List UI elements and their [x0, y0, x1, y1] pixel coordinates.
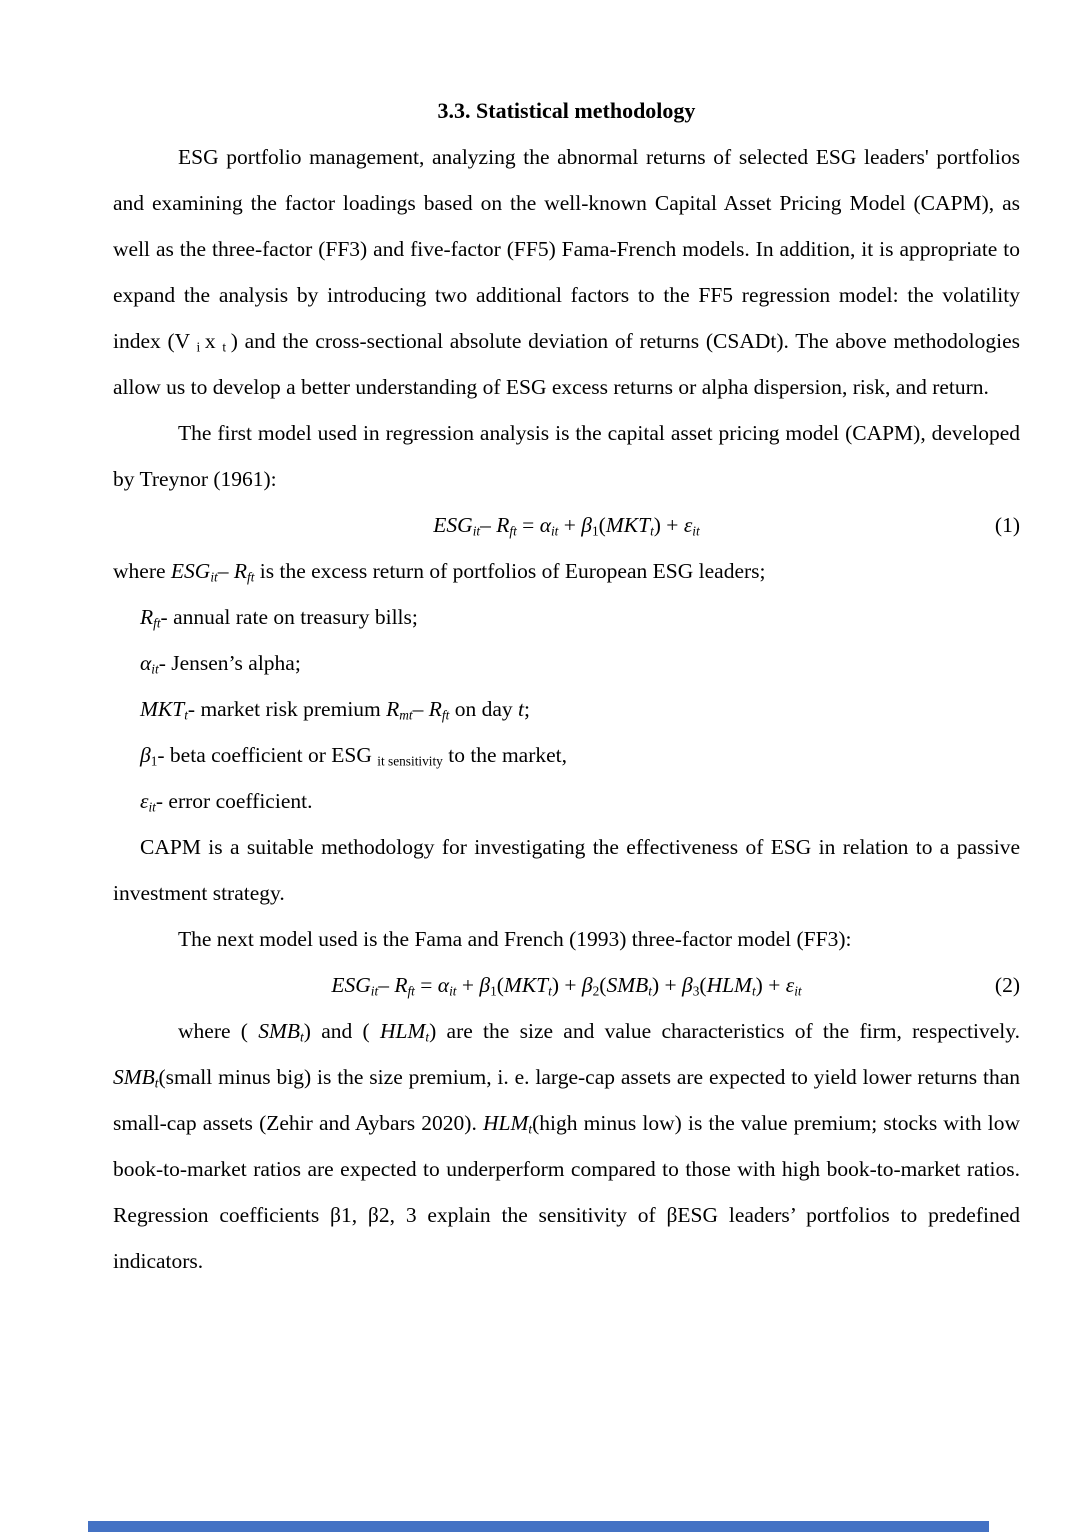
equation-1 — [113, 502, 1020, 548]
paragraph-ff3-explanation: where ( $SMB_t$) and ( $HLM_t$) are the size and value characteristics of the firm, respectively. $SMB_t(small$ minus big) is the size premium, i. e. large-cap assets are expected to yield lower returns than small-cap assets (Zehir and Aybars 2020). $HLM_t(high$ minus low) is the value premium; stocks with low book-to-market ratios are expected to underperform compared to those with high book-to-market ratios. Regression coefficients β1, β2, 3 explain the sensitivity of βESG leaders’ portfolios to predefined indicators. — [113, 1019, 1020, 1273]
paragraph-esg-intro: ESG portfolio management, analyzing the abnormal returns of selected ESG leaders' portfolios and examining the factor loadings based on the well-known Capital Asset Pricing Model (CAPM), as well as the three-factor (FF3) and five-factor (FF5) Fama-French models. In addition, it is appropriate to expand the analysis by introducing two additional factors to the FF5 regression model: the volatility index (V $_i$ x $_t$ ) and the cross-sectional absolute deviation of returns (CSADt). The above methodologies allow us to develop a better understanding of ESG excess returns or alpha dispersion, risk, and return. — [113, 145, 1020, 399]
definition-rft: $R_{ft}-$ annual rate on treasury bills; — [140, 605, 418, 631]
definition-beta: $\beta_1-$ beta coefficient or ESG $_{it sensitivity}$ to the market, — [140, 743, 568, 769]
definition-alpha: $\alpha_{it}-$ Jensen’s alpha; — [140, 651, 301, 677]
section-heading: 3.3. Statistical methodology — [437, 98, 696, 123]
equation-2-formula: $ESG_{it}-$ $R_{ft} = \alpha_{it} + \beta_1(MKT_t) + \beta_2(SMB_t) + \beta_3(HLM_t) + \varepsilon_{it}$ — [331, 973, 802, 999]
equation-1-number: (1) — [994, 513, 1020, 537]
paragraph-where-excess-return: where $ESG_{it}-$ $R_{ft}$ is the excess return of portfolios of European ESG leaders; — [113, 559, 766, 585]
paragraph-next-model: The next model used is the Fama and French (1993) three-factor model (FF3): — [178, 927, 852, 951]
selection-highlight-bar — [88, 1521, 989, 1532]
paragraph-capm-suitable: CAPM is a suitable methodology for investigating the effectiveness of ESG in relation to a passive investment strategy. — [113, 835, 1020, 905]
equation-2 — [113, 962, 1020, 1008]
equation-2-number: (2) — [994, 973, 1020, 997]
definition-mkt: $MKT_t-$ market risk premium $R_{mt}-$ $R_{ft}$ on day t; — [140, 697, 530, 723]
definition-epsilon: $\varepsilon_{it}-$ error coefficient. — [140, 789, 313, 815]
equation-1-formula: $ESG_{it}-$ $R_{ft} = \alpha_{it} + \beta_1(MKT_t) + \varepsilon_{it}$ — [433, 513, 700, 539]
paragraph-first-model: The first model used in regression analysis is the capital asset pricing model (CAPM), developed by Treynor (1961): — [113, 421, 1020, 491]
